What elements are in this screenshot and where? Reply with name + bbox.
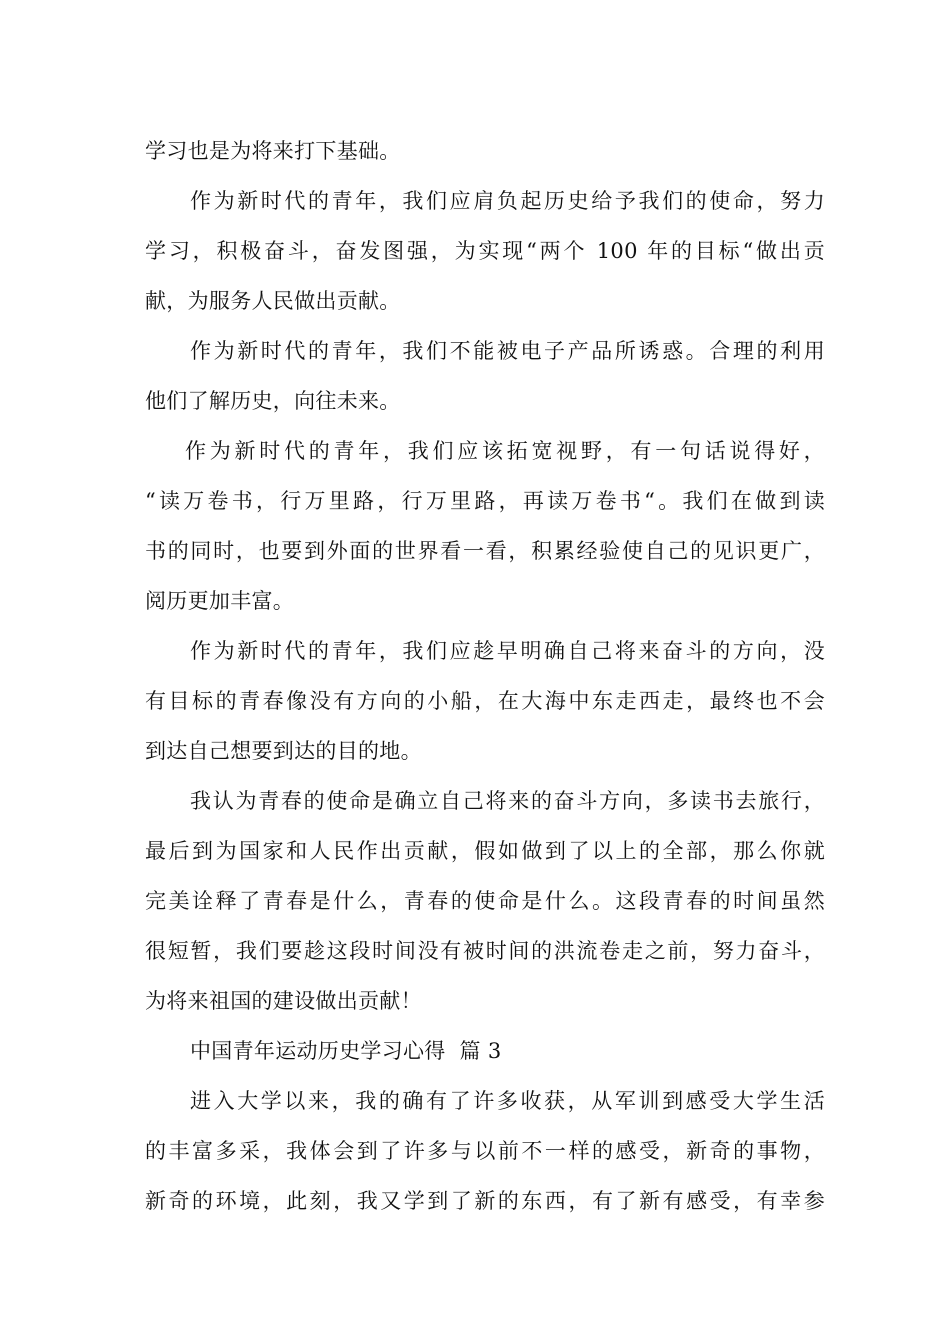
paragraph-first-line: 进入大学以来，我的确有了许多收获，从军训到感受大学生活	[190, 1089, 825, 1113]
text-line: 有目标的青春像没有方向的小船，在大海中东走西走，最终也不会	[145, 689, 825, 713]
paragraph-first-line: 作为新时代的青年，我们不能被电子产品所诱惑。合理的利用	[190, 339, 825, 363]
text-line: “读万卷书，行万里路，行万里路，再读万卷书“。我们在做到读	[145, 489, 825, 513]
text-line: 完美诠释了青春是什么，青春的使命是什么。这段青春的时间虽然	[145, 889, 825, 913]
text-line: 很短暂，我们要趁这段时间没有被时间的洪流卷走之前，努力奋斗，	[145, 939, 825, 963]
paragraph-first-line: 作为新时代的青年，我们应该拓宽视野，有一句话说得好，	[185, 439, 825, 463]
text-line: 阅历更加丰富。	[145, 589, 295, 613]
text-line: 学习也是为将来打下基础。	[145, 139, 401, 163]
text-line: 学习，积极奋斗，奋发图强，为实现“两个 100 年的目标“做出贡	[145, 239, 825, 263]
text-line: 书的同时，也要到外面的世界看一看，积累经验使自己的见识更广，	[145, 539, 825, 563]
text-line: 到达自己想要到达的目的地。	[145, 739, 422, 763]
text-line: 献，为服务人民做出贡献。	[145, 289, 401, 313]
paragraph-first-line: 作为新时代的青年，我们应肩负起历史给予我们的使命，努力	[190, 189, 825, 213]
text-line: 新奇的环境，此刻，我又学到了新的东西，有了新有感受，有幸参	[145, 1189, 825, 1213]
text-line: 为将来祖国的建设做出贡献！	[145, 989, 422, 1013]
text-line: 最后到为国家和人民作出贡献，假如做到了以上的全部，那么你就	[145, 839, 825, 863]
section-heading: 中国青年运动历史学习心得 篇 3	[190, 1039, 502, 1063]
paragraph-first-line: 作为新时代的青年，我们应趁早明确自己将来奋斗的方向，没	[190, 639, 825, 663]
text-line: 他们了解历史，向往未来。	[145, 389, 401, 413]
text-line: 的丰富多采，我体会到了许多与以前不一样的感受，新奇的事物，	[145, 1139, 825, 1163]
paragraph-first-line: 我认为青春的使命是确立自己将来的奋斗方向，多读书去旅行，	[190, 789, 825, 813]
